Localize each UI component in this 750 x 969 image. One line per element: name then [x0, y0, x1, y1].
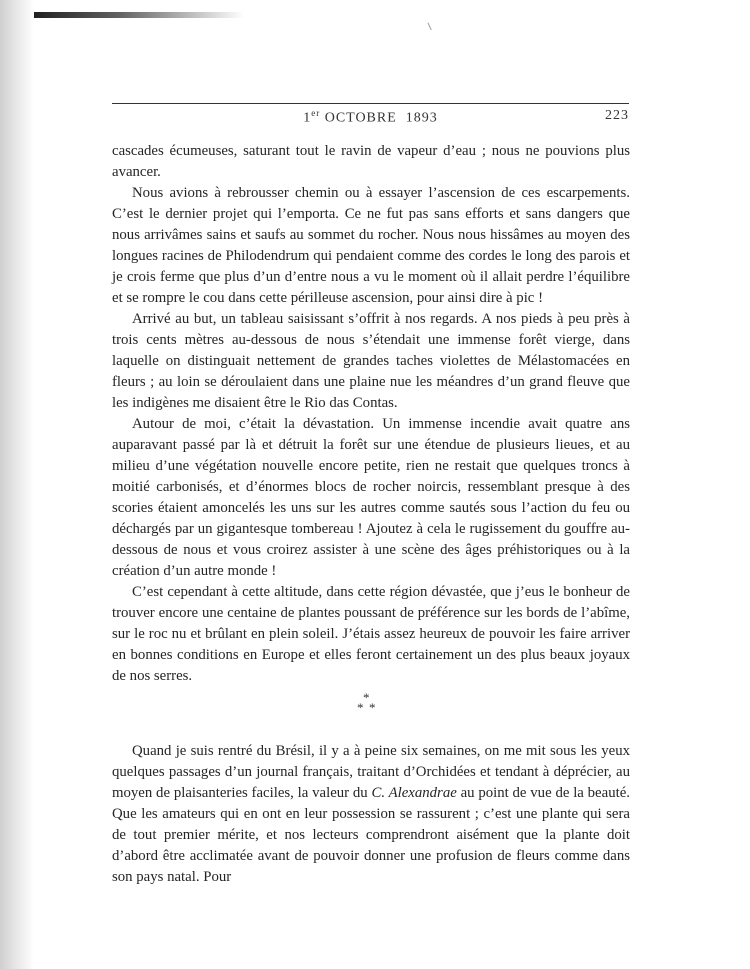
asterisk-top: * [363, 690, 370, 705]
asterisk-bottom-right: * [369, 700, 376, 715]
running-head-date [112, 108, 629, 127]
scan-shadow-top [34, 12, 244, 18]
paragraph-6 [112, 741, 630, 888]
header-rule [112, 103, 629, 104]
page-number: 223 [605, 108, 629, 123]
scan-speck [427, 22, 433, 31]
paragraph-6-end: au point de vue de la beauté. Que les amateurs qui en ont en leur possession se rassurent ; c’est une plante qui sera de tout premier mérite, et nos lecteurs comprendront aisément que la plante doit d’abord être acclimatée avant de pouvoir donner une profusion de fleurs comme dans son pays natal. Pour [112, 785, 630, 885]
date-ordinal: er [311, 108, 321, 118]
paragraph-6-start: Quand je suis rentré du Brésil, il y a à peine six semaines, on me mit sous les yeux quelques passages d’un journal français, traitant d’Orchidées et tendant à déprécier, au moyen de plaisanteries faciles, la valeur du [112, 743, 630, 801]
date-day: 1 [303, 110, 312, 126]
asterisk-bottom-left: * [357, 700, 364, 715]
paragraph-3: Arrivé au but, un tableau saisissant s’offrit à nos regards. A nos pieds à peu près à trois cents mètres au-dessous de nous s’étendait une immense forêt vierge, dans laquelle on distinguait nettement de grandes taches violettes de Mélastomacées en fleurs ; au loin se déroulaient dans une plaine nue les méandres d’un grand fleuve que les indigènes me disaient être le Rio das Contas. [112, 311, 630, 411]
running-head [112, 108, 629, 128]
paragraph-4: Autour de moi, c’était la dévastation. Un immense incendie avait quatre ans auparavant passé par là et détruit la forêt sur une étendue de plusieurs lieues, et au milieu d’une végétation nouvelle encore petite, rien ne restait que quelques troncs à moitié carbonisés, et d’énormes blocs de rocher noircis, ressemblant presque à des scories étaient amoncelés les uns sur les autres comme sautés sous l’action du feu ou déchargés par un gigantesque tombereau ! Ajoutez à cela le rugissement du gouffre au-dessous de nous et vous croirez assister à une scène des âges préhistoriques ou à la création d’un autre monde ! [112, 416, 630, 579]
body-text [112, 141, 630, 888]
paragraph-1: cascades écumeuses, saturant tout le ravin de vapeur d’eau ; nous ne pouvions plus avancer. [112, 143, 630, 180]
date-month-year: OCTOBRE 1893 [320, 110, 438, 126]
species-name: C. Alexandrae [371, 785, 457, 801]
section-break-asterism [112, 687, 630, 729]
scan-shadow-left [0, 0, 34, 969]
paragraph-5: C’est cependant à cette altitude, dans cette région dévastée, que j’eus le bonheur de trouver encore une centaine de plantes poussant de préférence sur les bords de l’abîme, sur le roc nu et brûlant en plein soleil. J’étais assez heureux de pouvoir les faire arriver en bonnes conditions en Europe et elles feront certainement un des plus beaux joyaux de nos serres. [112, 584, 630, 684]
paragraph-2: Nous avions à rebrousser chemin ou à essayer l’ascension de ces escarpements. C’est le dernier projet qui l’emporta. Ce ne fut pas sans efforts et sans dangers que nous arrivâmes sains et saufs au sommet du rocher. Nous nous hissâmes au moyen des longues racines de Philodendrum qui pendaient comme des cordes le long des parois et je crois ferme que plus d’un d’entre nous a vu le moment où il allait perdre l’équilibre et se rompre le cou dans cette périlleuse ascension, pour ainsi dire à pic ! [112, 185, 630, 306]
